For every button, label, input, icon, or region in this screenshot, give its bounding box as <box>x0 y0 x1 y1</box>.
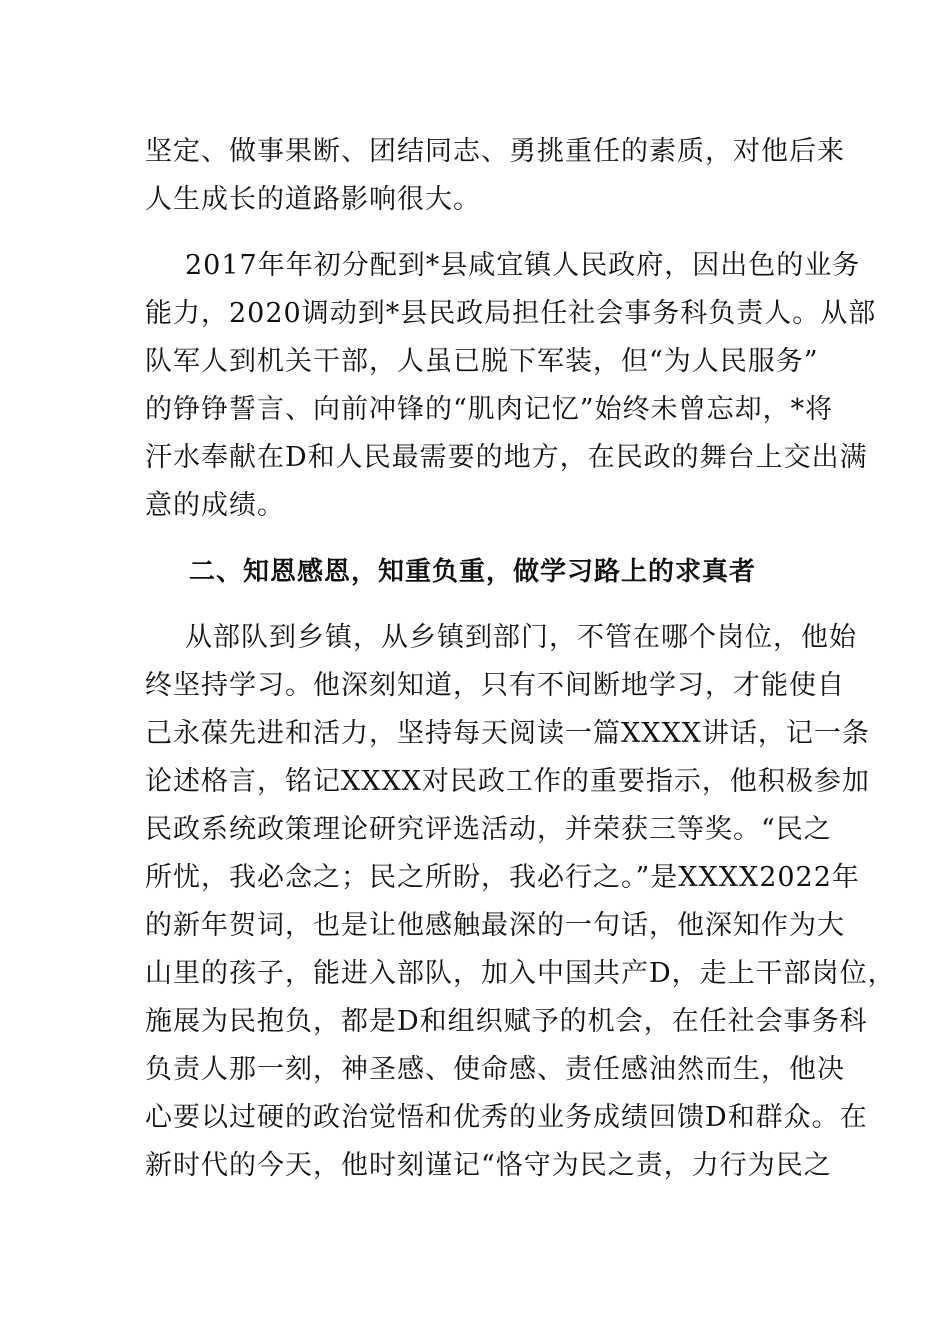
text-line: 的新年贺词，也是让他感触最深的一句话，他深知作为大 <box>145 910 845 941</box>
text-line: 心要以过硬的政治觉悟和优秀的业务成绩回馈D和群众。在 <box>145 1102 868 1133</box>
text-line: 民政系统政策理论研究评选活动，并荣获三等奖。“民之 <box>145 814 832 845</box>
text-line: 新时代的今天，他时刻谨记“恪守为民之责，力行为民之 <box>145 1150 832 1181</box>
text-line: 负责人那一刻，神圣感、使命感、责任感油然而生，他决 <box>145 1054 845 1085</box>
document-page <box>145 128 896 1190</box>
text-line: 论述格言，铭记XXXX对民政工作的重要指示，他积极参加 <box>145 766 870 797</box>
text-line: 人生成长的道路影响很大。 <box>145 184 481 215</box>
text-line: 从部队到乡镇，从乡镇到部门，不管在哪个岗位，他始 <box>185 622 857 653</box>
paragraph-continuation <box>145 128 845 224</box>
text-line: 坚定、做事果断、团结同志、勇挑重任的素质，对他后来 <box>145 136 845 167</box>
text-line: 意的成绩。 <box>145 490 285 521</box>
text-line: 能力，2020调动到*县民政局担任社会事务科负责人。从部 <box>145 298 877 329</box>
text-line: 己永葆先进和活力，坚持每天阅读一篇XXXX讲话，记一条 <box>145 718 870 749</box>
text-line: 山里的孩子，能进入部队，加入中国共产D，走上干部岗位， <box>145 958 896 989</box>
text-line: 汗水奉献在D和人民最需要的地方，在民政的舞台上交出满 <box>145 442 868 473</box>
text-line: 的铮铮誓言、向前冲锋的“肌肉记忆”始终未曾忘却，*将 <box>145 394 834 425</box>
paragraph-learning <box>145 614 896 1190</box>
paragraph-career <box>145 242 877 530</box>
section-heading: 二、知恩感恩，知重负重，做学习路上的求真者 <box>189 557 757 587</box>
text-line: 终坚持学习。他深刻知道，只有不间断地学习，才能使自 <box>145 670 845 701</box>
text-line: 施展为民抱负，都是D和组织赋予的机会，在任社会事务科 <box>145 1006 868 1037</box>
text-line: 所忧，我必念之；民之所盼，我必行之。”是XXXX2022年 <box>145 862 860 893</box>
text-line: 队军人到机关干部，人虽已脱下军装，但“为人民服务” <box>145 346 819 377</box>
text-line: 2017年年初分配到*县咸宜镇人民政府，因出色的业务 <box>185 250 861 281</box>
